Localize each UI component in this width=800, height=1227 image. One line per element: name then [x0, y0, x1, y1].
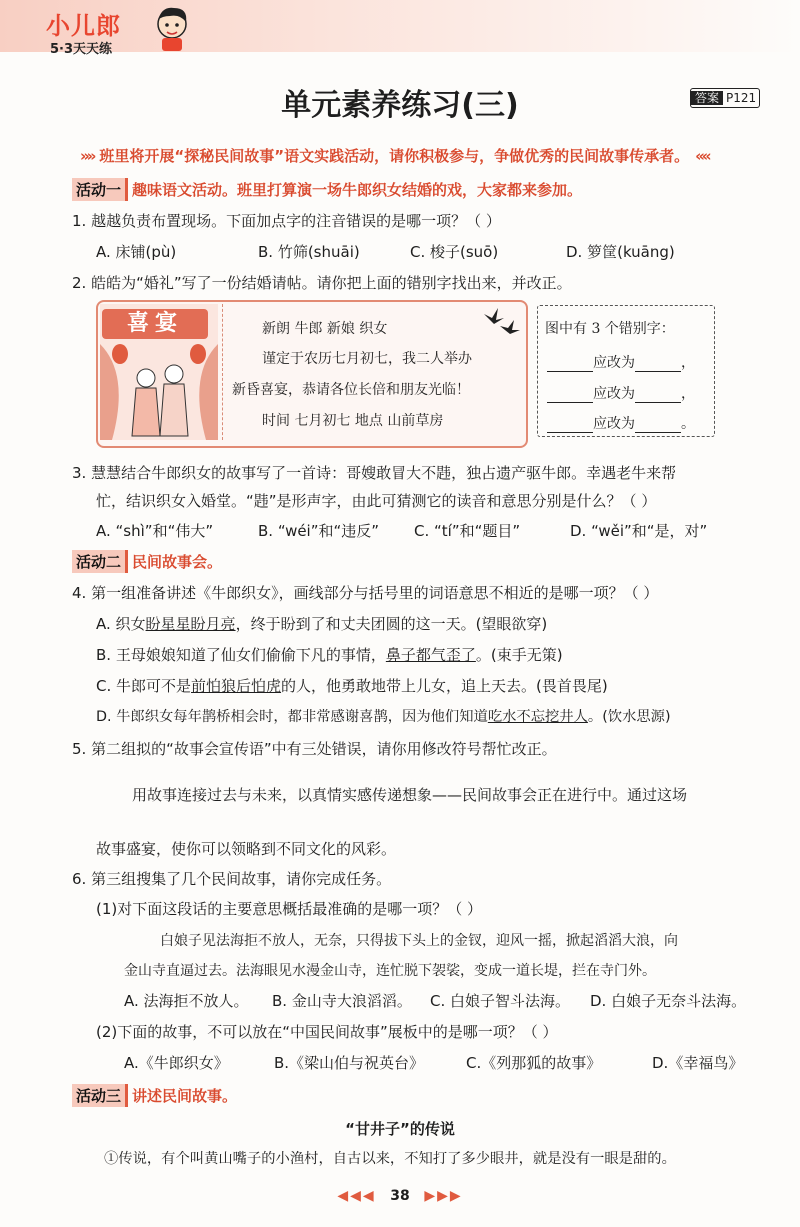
q6-2-option-d[interactable]: D.《幸福鸟》 — [652, 1054, 744, 1072]
card-line-3: 新昏喜宴，恭请各位长倍和朋友光临！ — [232, 382, 470, 398]
card-line-1: 新朗 牛郎 新娘 织女 — [262, 321, 388, 337]
q6-sub-1: (1)对下面这段话的主要意思概括最准确的是哪一项？（ ） — [96, 900, 483, 918]
activity-2-tag: 活动二 — [72, 550, 128, 573]
q4-a-underlined: 盼星星盼月亮 — [145, 615, 236, 633]
page-number-value: 38 — [390, 1188, 410, 1204]
page-title: 单元素养练习(三) — [281, 88, 519, 123]
wrong-row-2-label: 应改为 — [593, 386, 635, 402]
story-title: “甘井子”的传说 — [345, 1120, 455, 1138]
double-chevron-right-icon: »» — [80, 147, 94, 165]
brand-logo: 小儿郎 — [46, 12, 121, 40]
blank-wrong-1[interactable] — [547, 357, 593, 372]
activity-1-text: 趣味语文活动。班里打算演一场牛郎织女结婚的戏，大家都来参加。 — [132, 181, 583, 199]
activity-1-heading — [72, 178, 582, 201]
blank-correct-1[interactable] — [635, 357, 681, 372]
question-4-stem: 4. 第一组准备讲述《牛郎织女》，画线部分与括号里的词语意思不相近的是哪一项？（ ） — [72, 584, 659, 602]
activity-3-heading — [72, 1084, 237, 1107]
q5-slogan-line-2: 故事盛宴，使你可以领略到不同文化的风彩。 — [96, 840, 397, 858]
question-5-stem: 5. 第二组拟的“故事会宣传语”中有三处错误，请你用修改符号帮忙改正。 — [72, 740, 557, 758]
q4-option-d[interactable] — [96, 706, 671, 726]
wrong-row-3-label: 应改为 — [593, 416, 635, 432]
wrong-row-1-label: 应改为 — [593, 355, 635, 371]
brand-subtitle: 5·3天天练 — [50, 42, 113, 57]
double-chevron-left-icon: «« — [695, 147, 709, 165]
q6-1-option-c[interactable]: C. 白娘子智斗法海。 — [430, 992, 571, 1010]
blank-wrong-3[interactable] — [547, 418, 593, 433]
q6-2-option-a[interactable]: A.《牛郎织女》 — [124, 1054, 229, 1072]
q6-sub-2: (2)下面的故事，不可以放在“中国民间故事”展板中的是哪一项？（ ） — [96, 1023, 558, 1041]
question-6-stem: 6. 第三组搜集了几个民间故事，请你完成任务。 — [72, 870, 392, 888]
card-line-4: 时间 七月初七 地点 山前草房 — [262, 413, 444, 429]
story-paragraph-1: ①传说，有个叫黄山嘴子的小渔村，自古以来，不知打了多少眼井，就是没有一眼是甜的。 — [104, 1151, 676, 1167]
q4-d-pre: D. 牛郎织女每年鹊桥相会时，都非常感谢喜鹊，因为他们知道 — [96, 709, 488, 725]
question-1-stem: 1. 越越负责布置现场。下面加点字的注音错误的是哪一项？（ ） — [72, 212, 501, 230]
intro-text: 班里将开展“探秘民间故事”语文实践活动，请你积极参与，争做优秀的民间故事传承者。 — [99, 147, 690, 165]
activity-2-heading — [72, 550, 222, 573]
activity-3-text: 讲述民间故事。 — [132, 1087, 238, 1105]
q4-option-b[interactable] — [96, 644, 563, 665]
answer-reference — [690, 88, 760, 108]
wrong-row-3: 应改为 。 — [547, 413, 695, 433]
question-3-stem-line-1: 3. 慧慧结合牛郎织女的故事写了一首诗：哥嫂敢冒大不韪，独占遗产驱牛郎。幸遇老牛来帮 — [72, 464, 677, 482]
q4-option-c[interactable] — [96, 675, 608, 696]
activity-2-text: 民间故事会。 — [132, 553, 223, 571]
card-banner: 喜宴 — [102, 309, 208, 339]
q1-option-b[interactable]: B. 竹筛(shuāi) — [258, 243, 360, 261]
q6-2-option-b[interactable]: B.《梁山伯与祝英台》 — [274, 1054, 425, 1072]
wrong-row-1: 应改为 ， — [547, 352, 695, 372]
wrong-row-2: 应改为 ， — [547, 383, 695, 403]
activity-3-tag: 活动三 — [72, 1084, 128, 1107]
q4-c-underlined: 前怕狼后怕虎 — [191, 677, 282, 695]
q6-2-option-c[interactable]: C.《列那狐的故事》 — [466, 1054, 602, 1072]
q1-option-c[interactable]: C. 梭子(suō) — [410, 243, 499, 261]
question-2-stem: 2. 皓皓为“婚礼”写了一份结婚请帖。请你把上面的错别字找出来，并改正。 — [72, 274, 572, 292]
q1-option-d[interactable]: D. 箩筐(kuāng) — [566, 243, 675, 261]
q6-1-option-d[interactable]: D. 白娘子无奈斗法海。 — [590, 992, 747, 1010]
q4-a-post: ，终于盼到了和丈夫团圆的这一天。(望眼欲穿) — [235, 615, 548, 633]
q4-c-pre: C. 牛郎可不是 — [96, 677, 192, 695]
q3-option-d[interactable]: D. “wěi”和“是，对” — [570, 522, 708, 540]
q1-option-a[interactable]: A. 床铺(pù) — [96, 243, 177, 261]
q3-option-c[interactable]: C. “tí”和“题目” — [414, 522, 521, 540]
blank-wrong-2[interactable] — [547, 388, 593, 403]
mascot-boy-icon — [150, 4, 194, 52]
q4-d-post: 。(饮水思源) — [587, 709, 671, 725]
q4-b-post: 。(束手无策) — [475, 646, 563, 664]
q4-option-a[interactable] — [96, 613, 547, 634]
blank-correct-3[interactable] — [635, 418, 681, 433]
page-number — [0, 1188, 800, 1204]
q4-b-pre: B. 王母娘娘知道了仙女们偷偷下凡的事情， — [96, 646, 386, 664]
q4-d-underlined: 吃水不忘挖井人 — [487, 709, 588, 725]
answer-label: 答案 — [691, 91, 723, 105]
question-3-stem-line-2: 忙，结识织女入婚堂。“韪”是形声字，由此可猜测它的读音和意思分别是什么？（ ） — [96, 492, 657, 510]
blank-correct-2[interactable] — [635, 388, 681, 403]
wrong-box-title: 图中有 3 个错别字： — [545, 321, 675, 337]
intro-line — [80, 145, 715, 166]
q6-1-option-b[interactable]: B. 金山寺大浪滔滔。 — [272, 992, 412, 1010]
swallow-birds-icon — [482, 306, 522, 336]
q4-a-pre: A. 织女 — [96, 615, 146, 633]
q4-b-underlined: 鼻子都气歪了 — [385, 646, 476, 664]
q3-option-a[interactable]: A. “shì”和“伟大” — [96, 522, 214, 540]
q6-passage-line-1: 白娘子见法海拒不放人，无奈，只得拔下头上的金钗，迎风一摇，掀起滔滔大浪，向 — [160, 933, 678, 949]
card-line-2: 谨定于农历七月初七，我二人举办 — [262, 351, 472, 367]
answer-page: P121 — [726, 91, 757, 105]
triangle-right-icon: ▶▶▶ — [424, 1188, 463, 1204]
activity-1-tag: 活动一 — [72, 178, 128, 201]
triangle-left-icon: ◀◀◀ — [337, 1188, 376, 1204]
q4-c-post: 的人，他勇敢地带上儿女，追上天去。(畏首畏尾) — [281, 677, 608, 695]
q5-slogan-line-1: 用故事连接过去与未来，以真情实感传递想象——民间故事会正在进行中。通过这场 — [132, 786, 688, 804]
card-divider — [222, 304, 223, 440]
q6-passage-line-2: 金山寺直逼过去。法海眼见水漫金山寺，连忙脱下袈裟，变成一道长堤，拦在寺门外。 — [124, 963, 656, 979]
q6-1-option-a[interactable]: A. 法海拒不放人。 — [124, 992, 249, 1010]
q3-option-b[interactable]: B. “wéi”和“违反” — [258, 522, 380, 540]
